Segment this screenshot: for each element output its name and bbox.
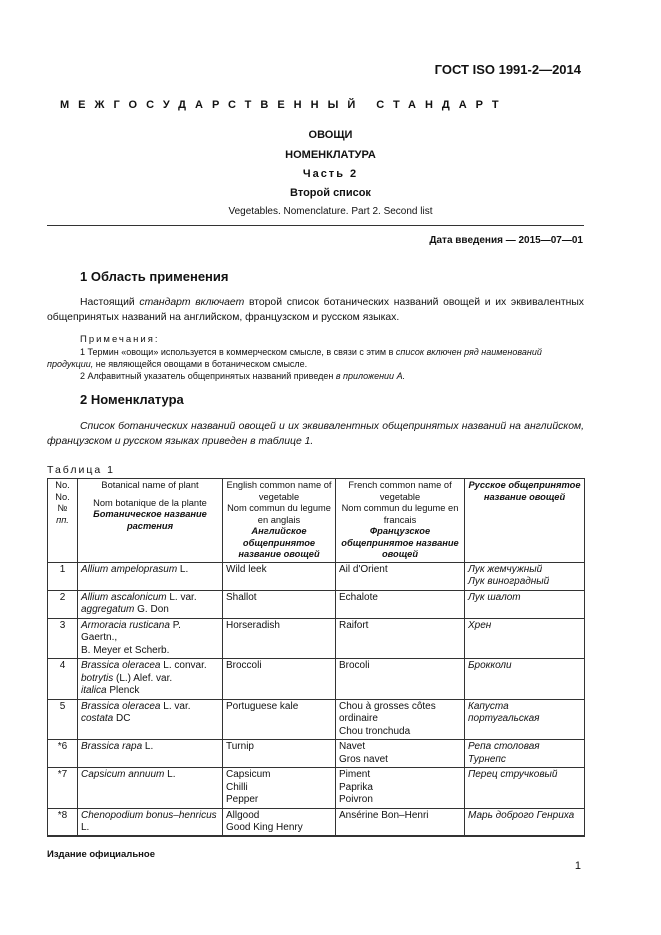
title-english: Vegetables. Nomenclature. Part 2. Second list: [228, 206, 433, 217]
botanical-name: Chenopodium bonus–henricus L.: [78, 808, 223, 836]
official-edition-label: Издание официальное: [47, 849, 155, 860]
botanical-name: Allium ascalonicum L. var. aggregatum G. Don: [78, 590, 223, 618]
header-divider: [47, 225, 584, 226]
header-russian: Русское общепринятое название овощей: [465, 479, 585, 563]
table-label: Таблица 1: [47, 464, 115, 476]
french-name: Piment Paprika Poivron: [336, 768, 465, 809]
english-name: Broccoli: [223, 659, 336, 700]
standard-code: ГОСТ ISO 1991-2—2014: [434, 62, 581, 77]
introduction-date: Дата введения — 2015—07—01: [429, 235, 583, 246]
header-number: No. No. № пп.: [48, 479, 78, 563]
english-name: Wild leek: [223, 562, 336, 590]
header-english: English common name of vegetable Nom commun du legume en anglais Английское общепринятое название овощей: [223, 479, 336, 563]
row-number: 5: [48, 699, 78, 740]
title-line-2: НОМЕНКЛАТУРА: [285, 149, 376, 161]
title-subtitle: Второй список: [290, 187, 371, 199]
table-row: [48, 590, 585, 618]
section-2-paragraph: Список ботанических названий овощей и их эквивалентных общепринятых названий на английском, французском и русском языках приведен в таблице 1.: [47, 421, 584, 447]
english-name: Horseradish: [223, 618, 336, 659]
row-number: *8: [48, 808, 78, 836]
notes-label: Примечания:: [80, 334, 160, 345]
row-number: 1: [48, 562, 78, 590]
nomenclature-table: [47, 478, 585, 837]
russian-name: Лук шалот: [465, 590, 585, 618]
note-1: 1 Термин «овощи» используется в коммерческом смысле, в связи с этим в список включен ряд наименований продукции, не являющейся овощами в ботаническом смысле.: [47, 347, 542, 369]
russian-name: Лук жемчужный Лук виноградный: [465, 562, 585, 590]
french-name: Ail d'Orient: [336, 562, 465, 590]
russian-name: Хрен: [465, 618, 585, 659]
row-number: 3: [48, 618, 78, 659]
table-row: [48, 808, 585, 836]
english-name: Allgood Good King Henry: [223, 808, 336, 836]
russian-name: Перец стручковый: [465, 768, 585, 809]
table-row: [48, 699, 585, 740]
table-row: [48, 768, 585, 809]
header-botanical: Botanical name of plant Nom botanique de la plante Ботаническое название растения: [78, 479, 223, 563]
standard-banner: МЕЖГОСУДАРСТВЕННЫЙ СТАНДАРТ: [60, 99, 508, 111]
table-row: [48, 562, 585, 590]
russian-name: Репа столовая Турнепс: [465, 740, 585, 768]
french-name: Raifort: [336, 618, 465, 659]
english-name: Turnip: [223, 740, 336, 768]
english-name: Portuguese kale: [223, 699, 336, 740]
section-2-heading: 2 Номенклатура: [80, 392, 184, 407]
botanical-name: Brassica oleracea L. convar. botrytis (L.) Alef. var. italica Plenck: [78, 659, 223, 700]
row-number: 4: [48, 659, 78, 700]
french-name: Chou à grosses côtes ordinaire Chou tronchuda: [336, 699, 465, 740]
russian-name: Брокколи: [465, 659, 585, 700]
russian-name: Капуста португальская: [465, 699, 585, 740]
french-name: Brocoli: [336, 659, 465, 700]
table-row: [48, 659, 585, 700]
header-french: French common name of vegetable Nom commun du legume en francais Французское общепринятое название овощей: [336, 479, 465, 563]
english-name: Shallot: [223, 590, 336, 618]
french-name: Navet Gros navet: [336, 740, 465, 768]
english-name: Capsicum Chilli Pepper: [223, 768, 336, 809]
botanical-name: Brassica rapa L.: [78, 740, 223, 768]
row-number: 2: [48, 590, 78, 618]
french-name: Echalote: [336, 590, 465, 618]
title-part: Часть 2: [302, 168, 359, 180]
title-line-1: ОВОЩИ: [308, 129, 353, 141]
row-number: *6: [48, 740, 78, 768]
note-2: 2 Алфавитный указатель общепринятых названий приведен в приложении А.: [80, 371, 406, 381]
botanical-name: Allium ampeloprasum L.: [78, 562, 223, 590]
table-header-row: [48, 479, 585, 563]
botanical-name: Capsicum annuum L.: [78, 768, 223, 809]
row-number: *7: [48, 768, 78, 809]
section-1-paragraph: Настоящий стандарт включает второй список ботанических названий овощей и их эквивалентных общепринятых названий на английском, французском и русском языках.: [47, 297, 584, 323]
french-name: Ansérine Bon–Henri: [336, 808, 465, 836]
botanical-name: Brassica oleracea L. var. costata DC: [78, 699, 223, 740]
section-1-heading: 1 Область применения: [80, 269, 229, 284]
page-number: 1: [574, 860, 581, 872]
table-row: [48, 618, 585, 659]
russian-name: Марь доброго Генриха: [465, 808, 585, 836]
botanical-name: Armoracia rusticana P. Gaertn., B. Meyer et Scherb.: [78, 618, 223, 659]
table-row: [48, 740, 585, 768]
footer-divider: [47, 835, 584, 836]
